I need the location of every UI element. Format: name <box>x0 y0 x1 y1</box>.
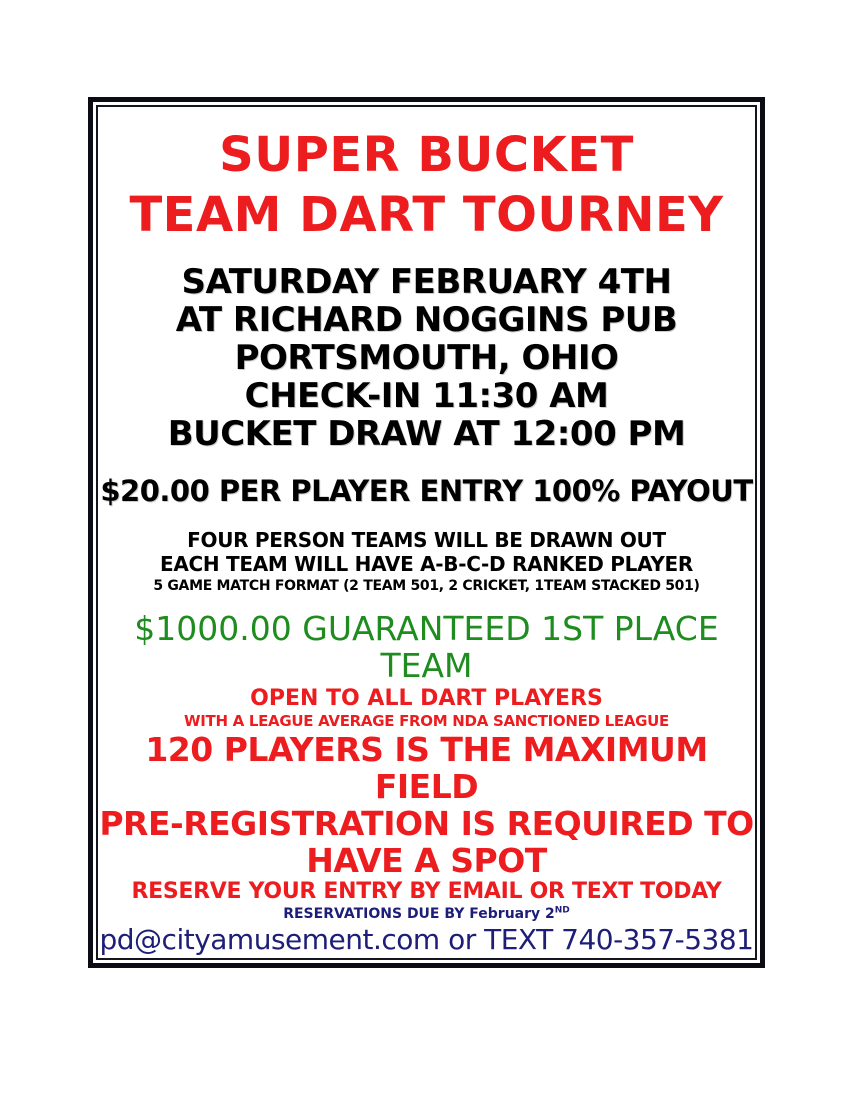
due-date-ordinal: ND <box>554 905 570 916</box>
format-ranking-line: EACH TEAM WILL HAVE A-B-C-D RANKED PLAYER <box>160 552 693 576</box>
reservations-due-line <box>98 905 755 923</box>
format-teams-line: FOUR PERSON TEAMS WILL BE DRAWN OUT <box>187 528 666 552</box>
prize-line-2: TEAM <box>380 646 473 685</box>
event-checkin-line: CHECK-IN 11:30 AM <box>244 376 609 416</box>
flyer-title <box>98 125 755 245</box>
event-details <box>98 263 755 453</box>
max-field-notice <box>98 731 755 805</box>
preregistration-notice <box>98 805 755 879</box>
prize-guarantee <box>98 610 755 684</box>
event-draw-line: BUCKET DRAW AT 12:00 PM <box>167 414 686 454</box>
reserve-entry-line: RESERVE YOUR ENTRY BY EMAIL OR TEXT TODAY <box>131 879 722 904</box>
open-to-players-line: OPEN TO ALL DART PLAYERS <box>250 686 603 711</box>
event-venue-line: AT RICHARD NOGGINS PUB <box>175 300 678 340</box>
league-requirement-line: WITH A LEAGUE AVERAGE FROM NDA SANCTIONED LEAGUE <box>183 712 670 730</box>
flyer-outer-border <box>88 97 765 968</box>
title-line-2: TEAM DART TOURNEY <box>129 187 724 243</box>
due-date-text: RESERVATIONS DUE BY February 2 <box>283 906 555 922</box>
event-city-line: PORTSMOUTH, OHIO <box>234 338 619 378</box>
prereg-line-2: HAVE A SPOT <box>306 841 547 880</box>
max-field-line-1: 120 PLAYERS IS THE MAXIMUM <box>145 730 708 769</box>
prize-line-1: $1000.00 GUARANTEED 1ST PLACE <box>134 609 719 648</box>
prereg-line-1: PRE-REGISTRATION IS REQUIRED TO <box>99 804 754 843</box>
contact-info-line: pd@cityamusement.com or TEXT 740-357-5381 <box>99 923 754 956</box>
max-field-line-2: FIELD <box>374 767 479 806</box>
title-line-1: SUPER BUCKET <box>219 127 634 183</box>
event-date-line: SATURDAY FEBRUARY 4TH <box>181 262 672 302</box>
flyer-inner-border <box>96 105 757 960</box>
format-games-line: 5 GAME MATCH FORMAT (2 TEAM 501, 2 CRICKET, 1TEAM STACKED 501) <box>153 578 700 594</box>
format-details <box>98 528 755 596</box>
entry-fee-line: $20.00 PER PLAYER ENTRY 100% PAYOUT <box>100 474 753 508</box>
